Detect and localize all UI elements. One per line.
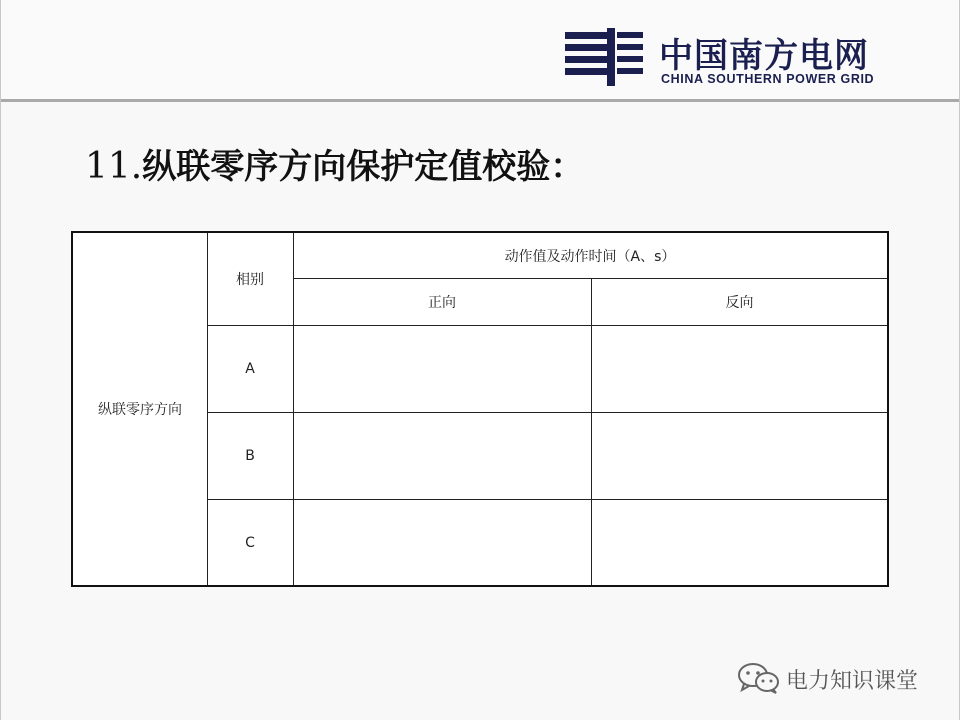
- phase-header-cell: 相别: [236, 272, 264, 288]
- value-cell-b-reverse: [592, 413, 887, 499]
- col-header-reverse: 反向: [725, 295, 754, 311]
- logo-chinese-name: 中国南方电网: [659, 36, 869, 76]
- settings-table: [71, 231, 889, 587]
- value-cell-a-reverse: [592, 326, 887, 412]
- row-header-cell: 纵联零序方向: [98, 402, 182, 418]
- watermark: [736, 660, 936, 696]
- page-title: [85, 139, 584, 188]
- watermark-text: 电力知识课堂: [786, 669, 919, 694]
- value-cell-b-forward: [293, 413, 591, 499]
- header-divider: [1, 99, 959, 102]
- value-cell-a-forward: [293, 326, 591, 412]
- logo-english-name: CHINA SOUTHERN POWER GRID: [661, 72, 875, 86]
- title-text: 纵联零序方向保护定值校验：: [142, 147, 585, 187]
- csg-logo-icon: [561, 26, 651, 88]
- col-header-forward: 正向: [428, 295, 456, 311]
- wechat-icon: [736, 662, 782, 694]
- phase-cell-c: C: [245, 534, 255, 551]
- title-number: 11.: [85, 146, 143, 187]
- value-cell-c-forward: [293, 500, 591, 585]
- company-logo: [561, 26, 921, 90]
- value-cell-c-reverse: [592, 500, 887, 585]
- phase-cell-b: B: [245, 448, 255, 464]
- group-header-cell: 动作值及动作时间（A、s）: [504, 248, 676, 265]
- phase-cell-a: A: [245, 361, 255, 377]
